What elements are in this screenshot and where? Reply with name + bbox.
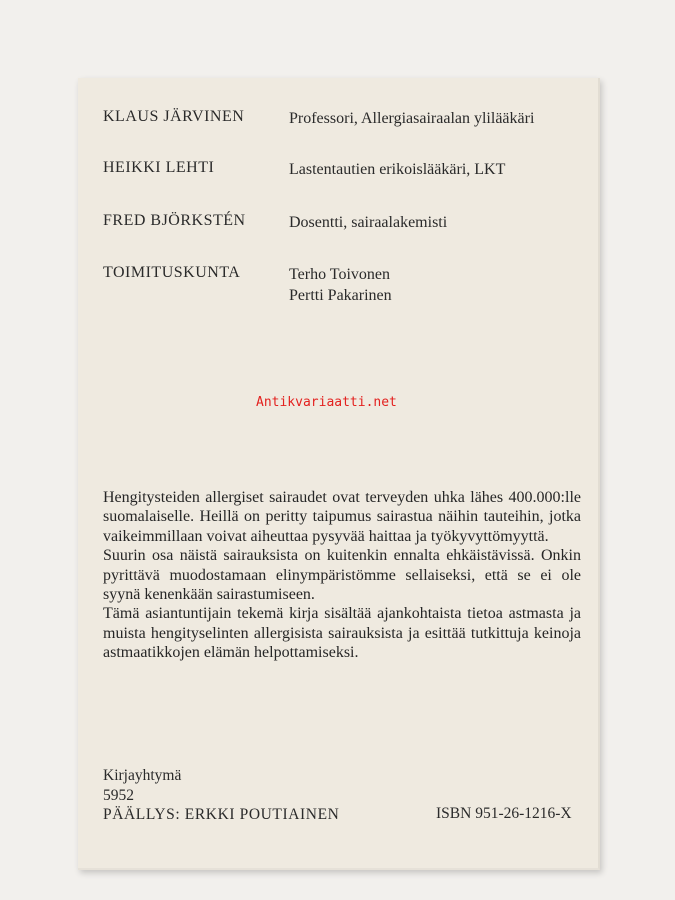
editor-name: Pertti Pakarinen xyxy=(289,287,392,304)
description-paragraph: Tämä asiantuntijain tekemä kirja sisältää ajankohtaista tietoa astmasta ja muista hengityselinten allergisista sairauksista ja esittää tutkittuja keinoja astmaatikkojen elämän helpottamiseksi. xyxy=(103,605,581,662)
publisher-block xyxy=(103,766,339,825)
contributor-name: HEIKKI LEHTI xyxy=(103,159,215,176)
contributor-role: Professori, Allergiasairaalan ylilääkäri xyxy=(289,110,535,127)
book-back-cover xyxy=(78,78,600,870)
cover-credit: PÄÄLLYS: ERKKI POUTIAINEN xyxy=(103,806,340,823)
contributor-name: TOIMITUSKUNTA xyxy=(103,264,241,281)
publisher-name: Kirjayhtymä xyxy=(103,767,182,784)
description-paragraph: Hengitysteiden allergiset sairaudet ovat terveyden uhka lähes 400.000:lle suomalaiselle. Heillä on peritty taipumus sairastua näihin tauteihin, jotka vaikeimmillaan voivat aiheuttaa pysyvää haittaa ja työkyvyttömyyttä. xyxy=(103,489,581,545)
book-description xyxy=(103,488,581,663)
watermark-link[interactable]: Antikvariaatti.net xyxy=(256,395,397,410)
contributor-role: Lastentautien erikoislääkäri, LKT xyxy=(289,161,506,178)
contributor-role: Dosentti, sairaalakemisti xyxy=(289,214,448,231)
description-paragraph: Suurin osa näistä sairauksista on kuitenkin ennalta ehkäistävissä. Onkin pyrittävä muodostamaan elinympäristömme sellaiseksi, että se ei ole syynä kenenkään sairastumiseen. xyxy=(103,547,581,604)
isbn: ISBN 951-26-1216-X xyxy=(436,805,572,822)
contributor-name: FRED BJÖRKSTÉN xyxy=(103,212,246,229)
contributor-name: KLAUS JÄRVINEN xyxy=(103,108,245,125)
contributor-role xyxy=(289,264,392,306)
editor-name: Terho Toivonen xyxy=(289,266,390,283)
publication-code: 5952 xyxy=(103,786,134,804)
